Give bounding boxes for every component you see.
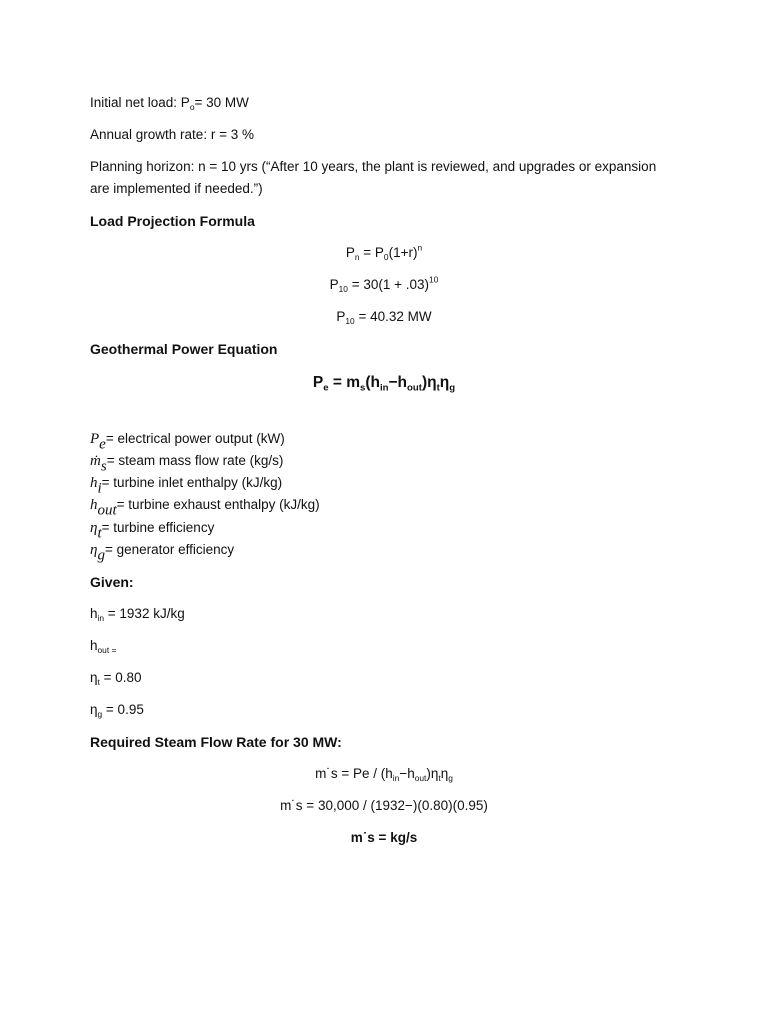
eq-minus-h: −h [388,374,408,391]
step2-p: P [336,309,346,324]
definition-ms [90,450,284,475]
step1-sub: 10 [338,283,348,294]
eq-eta-t-sub: t [436,382,440,394]
sf-g-sub: g [448,772,453,783]
given-hin-sub: in [97,612,105,623]
initial-load-value: = 30 MW [194,95,249,110]
given-hin [90,603,185,625]
given-hin-symbol: h [90,606,98,621]
def-eta-t-sub: t [97,525,102,542]
def-pe-symbol: P [90,431,100,447]
def-hin-sub: i [97,480,102,497]
eq-eta-g-sub: g [449,382,456,394]
formula-paren: (1+r) [388,245,418,260]
sf-formula-a: m˙s = Pe / (h [315,766,393,781]
formula-p0-sub: 0 [383,251,389,262]
given-hout [90,635,116,657]
load-projection-heading: Load Projection Formula [90,213,255,229]
def-eta-g-sub: g [97,547,105,564]
def-pe-text: = electrical power output (kW) [105,431,285,446]
given-eta-g [90,699,144,721]
step2-body: = 40.32 MW [354,309,432,324]
horizon-line-2: are implemented if needed.”) [90,181,263,196]
given-eta-t-value: = 0.80 [99,670,142,685]
eq-eta: η [439,374,450,391]
formula-p: P [345,245,355,260]
sf-hin-sub: in [392,772,400,783]
sf-formula-c: )η [426,766,439,781]
eq-hout-sub: out [407,382,422,394]
eq-h-open: (h [365,374,380,391]
sf-formula-b: −h [399,766,415,781]
def-ms-symbol: ṁ [90,453,101,469]
growth-rate-line: Annual growth rate: r = 3 % [90,127,254,142]
step1-body: = 30(1 + .03) [347,277,430,292]
step1-p: P [329,277,339,292]
given-hin-value: = 1932 kJ/kg [104,606,185,621]
given-hout-symbol: h [90,638,98,653]
sf-hout-sub: out [414,772,427,783]
given-hout-sub: out = [97,644,117,655]
definition-hin [90,472,283,497]
given-heading: Given: [90,574,134,590]
initial-load-line [90,92,249,114]
def-eta-t-symbol: η [90,520,98,536]
given-eta-g-sub: g [97,708,103,719]
def-hout-symbol: h [90,497,98,513]
eq-pe: P [312,374,324,391]
given-eta-g-value: = 0.95 [102,702,144,717]
given-eta-t-symbol: η [90,670,98,685]
load-projection-step-1 [0,274,768,296]
step1-exponent: 10 [429,274,439,285]
horizon-line-1: Planning horizon: n = 10 yrs (“After 10 years, the plant is reviewed, and upgrades or expansion [90,159,657,174]
eq-m-sub: s [359,382,366,394]
geothermal-equation [0,372,768,394]
def-pe-sub: e [99,436,106,453]
steam-flow-result: m˙s = kg/s [350,830,418,845]
load-projection-formula [0,242,768,264]
definition-pe [90,428,285,453]
formula-p-sub: n [354,251,360,262]
eq-equals-m: = m [328,374,360,391]
eq-close-eta: )η [421,374,437,391]
steam-flow-formula [0,763,768,785]
given-eta-g-symbol: η [90,702,98,717]
def-eta-g-symbol: η [90,542,98,558]
step2-sub: 10 [345,315,355,326]
given-eta-t-sub: t [97,676,100,687]
def-hout-sub: out [97,502,117,519]
steam-flow-substitution: m˙s = 30,000 / (1932−)(0.80)(0.95) [280,798,488,813]
steam-flow-heading: Required Steam Flow Rate for 30 MW: [90,734,342,750]
formula-mid: = P [359,245,384,260]
eq-pe-sub: e [323,382,329,394]
definition-eta-t [90,517,215,542]
def-ms-sub: s [100,458,107,475]
sf-t-sub: t [438,772,441,783]
def-eta-g-text: = generator efficiency [104,542,235,557]
def-hout-text: = turbine exhaust enthalpy (kJ/kg) [116,497,320,512]
def-hin-symbol: h [90,475,98,491]
def-ms-text: = steam mass flow rate (kg/s) [106,453,284,468]
definition-eta-g [90,539,235,564]
given-eta-t [90,667,142,689]
def-hin-text: = turbine inlet enthalpy (kJ/kg) [101,475,283,490]
geothermal-heading: Geothermal Power Equation [90,341,278,357]
sf-formula-d: η [440,766,449,781]
initial-load-subscript: o [189,101,195,112]
def-eta-t-text: = turbine efficiency [101,520,215,535]
initial-load-text: Initial net load: P [90,95,190,110]
load-projection-step-2 [0,306,768,328]
formula-exponent: n [417,242,423,253]
definition-hout [90,494,320,519]
eq-hin-sub: in [379,382,389,394]
